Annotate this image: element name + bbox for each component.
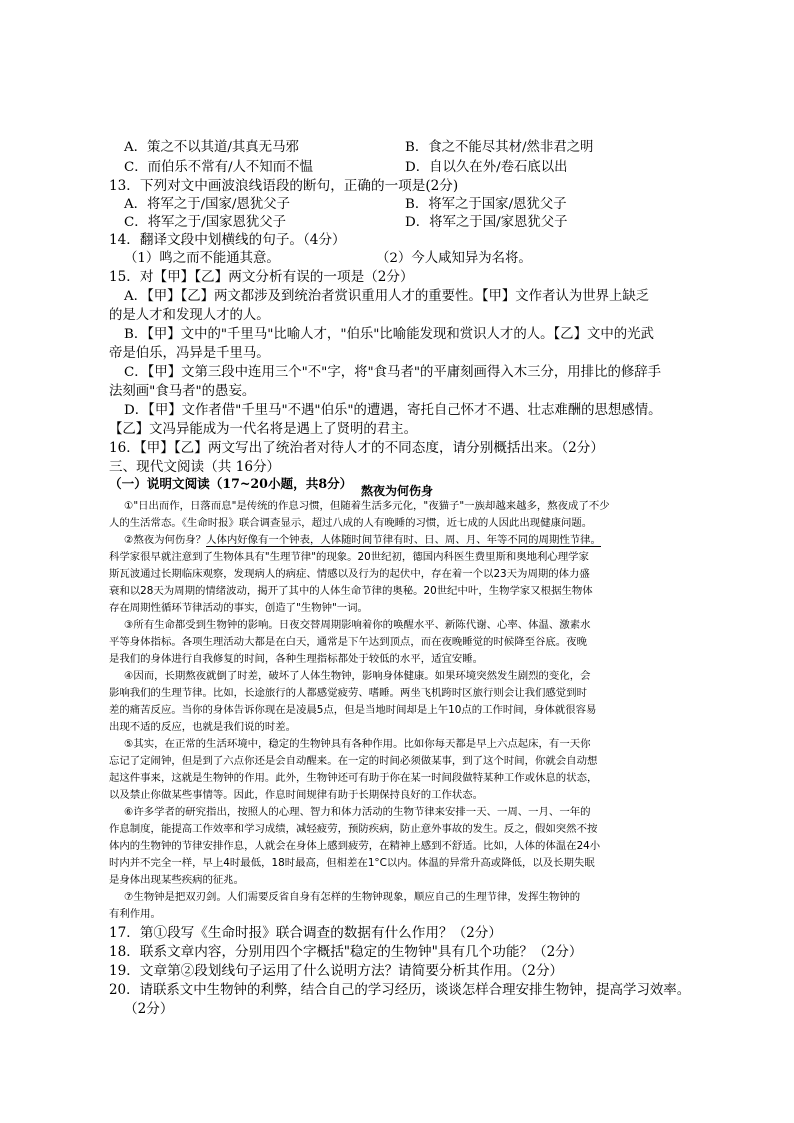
subsection-heading: （一）说明文阅读（17~20小题，共8分） — [109, 476, 353, 491]
article-p5-line: 起这件事来，这就是生物钟的作用。此外，生物钟还可有助于你在某一时间段做特某种工作或休息的状态， — [109, 772, 598, 784]
article-p5: ⑤其实，在正常的生活环境中，稳定的生物钟具有各种作用。比如你每天都是早上六点起床，有一天你 — [124, 738, 591, 750]
q15-option-a: A．【甲】【乙】两文都涉及到统治者赏识重用人才的重要性。【甲】文作者认为世界上缺乏 — [124, 289, 650, 304]
q13-option-b: B．将军之于国家/恩犹父子 — [405, 197, 567, 212]
q12-option-c: C．而伯乐不常有/人不知而不愠 — [124, 160, 313, 175]
q18-stem: 18．联系文章内容，分别用四个字概括"稳定的生物钟"具有几个功能？（2分） — [109, 944, 583, 960]
q14-part-1: （1）鸣之而不能通其意。 — [124, 251, 280, 266]
article-p5-line: 忘记了定闹钟，但是到了六点你还是会自动醒来。在一定的时间必须做某事，到了这个时间，你就会自动想 — [109, 755, 598, 767]
q15-option-b: B．【甲】文中的"千里马"比喻人才，"伯乐"比喻能发现和赏识人才的人。【乙】文中的光武 — [124, 327, 654, 342]
q15-option-b-cont: 帝是伯乐，冯异是千里马。 — [109, 346, 270, 361]
q20-score: （2分） — [124, 1001, 174, 1017]
article-p2-line: 斯瓦波通过长期临床观察，发现病人的病症、情感以及行为的起伏中，存在着一个以23天为周期的体力盛 — [109, 568, 590, 580]
article-p2-line: 存在周期性循环节律活动的事实，创造了"生物钟"一词。 — [109, 602, 368, 614]
article-p4-line: 差的痛苦反应。当你的身体告诉你现在是凌晨5点，但是当地时间却是上午10点的工作时间，身体就很容易 — [109, 704, 597, 716]
q12-option-d: D．自以久在外/卷石底以出 — [405, 160, 568, 175]
article-p3: ③所有生命都受到生物钟的影响。日夜交替周期影响着你的唤醒水平、新陈代谢、心率、体温、激素水 — [124, 619, 591, 631]
q14-part-2: （2）今人咸知异为名将。 — [376, 251, 532, 266]
q15-option-d: D．【甲】文作者借"千里马"不遇"伯乐"的遭遇，寄托自己怀才不遇、壮志难酬的思想感情。 — [124, 403, 662, 418]
q12-option-a: A．策之不以其道/其真无马邪 — [124, 140, 299, 155]
q15-option-d-cont: 【乙】文冯异能成为一代名将是遇上了贤明的君主。 — [109, 422, 417, 437]
q15-option-a-cont: 的是人才和发现人才的人。 — [109, 308, 270, 323]
article-p2-line: 衰和以28天为周期的情绪波动，揭开了其中的人体生命节律的奥秘。20世纪中叶，生物学家又根据生物体 — [109, 585, 593, 597]
article-p6-line: 作息制度，能提高工作效率和学习成绩，减轻疲劳，预防疾病，防止意外事故的发生。反之，假如突然不按 — [109, 823, 598, 835]
article-p6-line: 是身体出现某些疾病的征兆。 — [109, 874, 245, 886]
q15-stem: 15．对【甲】【乙】两文分析有误的一项是（2分） — [109, 269, 414, 285]
article-p4: ④因而，长期熬夜就倒了时差，破坏了人体生物钟，影响身体健康。如果环境突然发生剧烈的变化，会 — [124, 670, 591, 682]
article-p1-cont: 人的生活常态。《生命时报》联合调查显示，超过八成的人有晚睡的习惯，近七成的人因此出现健康问题。 — [109, 517, 593, 529]
underlined-sentence: 人体内好像有一个钟表，人体随时间节律有时、日、周、月、年等不同的周期性节律。 — [206, 534, 601, 546]
article-p6-line: 时内并不完全一样，早上4时最低，18时最高，但相差在1°C以内。体温的异常升高或降低，以及长期失眠 — [109, 857, 595, 869]
q13-option-d: D．将军之于国/家恩犹父子 — [405, 215, 568, 230]
article-p1: ①"日出而作，日落而息"是传统的作息习惯，但随着生活多元化，"夜猫子"一族却越来越多，熬夜成了不少 — [124, 500, 610, 512]
article-p2 — [124, 532, 601, 550]
article-p7: ⑦生物钟是把双刃剑。人们需要反省自身有怎样的生物钟现象，顺应自己的生理节律，发挥生物钟的 — [124, 891, 581, 903]
article-p2-line: 科学家很早就注意到了生物体具有"生理节律"的现象。20世纪初，德国内科医生费里斯和奥地利心理学家 — [109, 551, 589, 563]
q17-stem: 17．第①段写《生命时报》联合调查的数据有什么作用？（2分） — [109, 925, 502, 941]
article-p6-line: 体内的生物钟的节律安排作息，人就会在身体上感到疲劳，在精神上感到不舒适。比如，人体的体温在24小 — [109, 840, 601, 852]
q15-option-c-cont: 法刻画"食马者"的愚妄。 — [109, 384, 256, 399]
article-p3-line: 平等身体指标。各项生理活动大都是在白天，通常是下午达到顶点，而在夜晚睡觉的时候降至谷底。夜晚 — [109, 636, 587, 648]
article-p5-line: 以及禁止你做某些事情等。因此，作息时间规律有助于长期保持良好的工作状态。 — [109, 789, 484, 801]
article-p2-lead: ②熬夜为何伤身？ — [124, 534, 207, 546]
article-p4-line: 影响我们的生理节律。比如，长途旅行的人都感觉疲劳、嗜睡。两坐飞机跨时区旅行则会让我们感觉到时 — [109, 687, 587, 699]
q20-stem: 20．请联系文中生物钟的利弊，结合自己的学习经历，谈谈怎样合理安排生物钟，提高学习效率。 — [109, 982, 691, 998]
q13-option-c: C．将军之于/国家恩犹父子 — [124, 215, 287, 230]
q14-stem: 14．翻译文段中划横线的句子。（4分） — [109, 232, 346, 248]
q13-option-a: A．将军之于/国家/恩犹父子 — [124, 197, 290, 212]
q12-option-b: B．食之不能尽其材/然非君之明 — [405, 140, 594, 155]
article-p3-line: 是我们的身体进行自我修复的时间，各种生理指标都处于较低的水平，适宜安睡。 — [109, 653, 484, 665]
q16-stem: 16．【甲】【乙】两文写出了统治者对待人才的不同态度，请分别概括出来。（2分） — [109, 440, 604, 456]
q13-stem: 13．下列对文中画波浪线语段的断句，正确的一项是(2分) — [109, 178, 459, 194]
q19-stem: 19．文章第②段划线句子运用了什么说明方法？请简要分析其作用。（2分） — [109, 963, 564, 979]
section-heading: 三、现代文阅读（共 16分） — [109, 459, 281, 475]
q15-option-c: C．【甲】文第三段中连用三个"不"字，将"食马者"的平庸刻画得入木三分，用排比的修辞手 — [124, 365, 662, 380]
article-p4-line: 出现不适的反应，也就是我们说的时差。 — [109, 721, 297, 733]
article-p6: ⑥许多学者的研究指出，按照人的心理、智力和体力活动的生物节律来安排一天、一周、一月、一年的 — [124, 806, 591, 818]
article-p7-line: 有利作用。 — [109, 908, 161, 920]
article-title: 熬夜为何伤身 — [360, 484, 433, 498]
